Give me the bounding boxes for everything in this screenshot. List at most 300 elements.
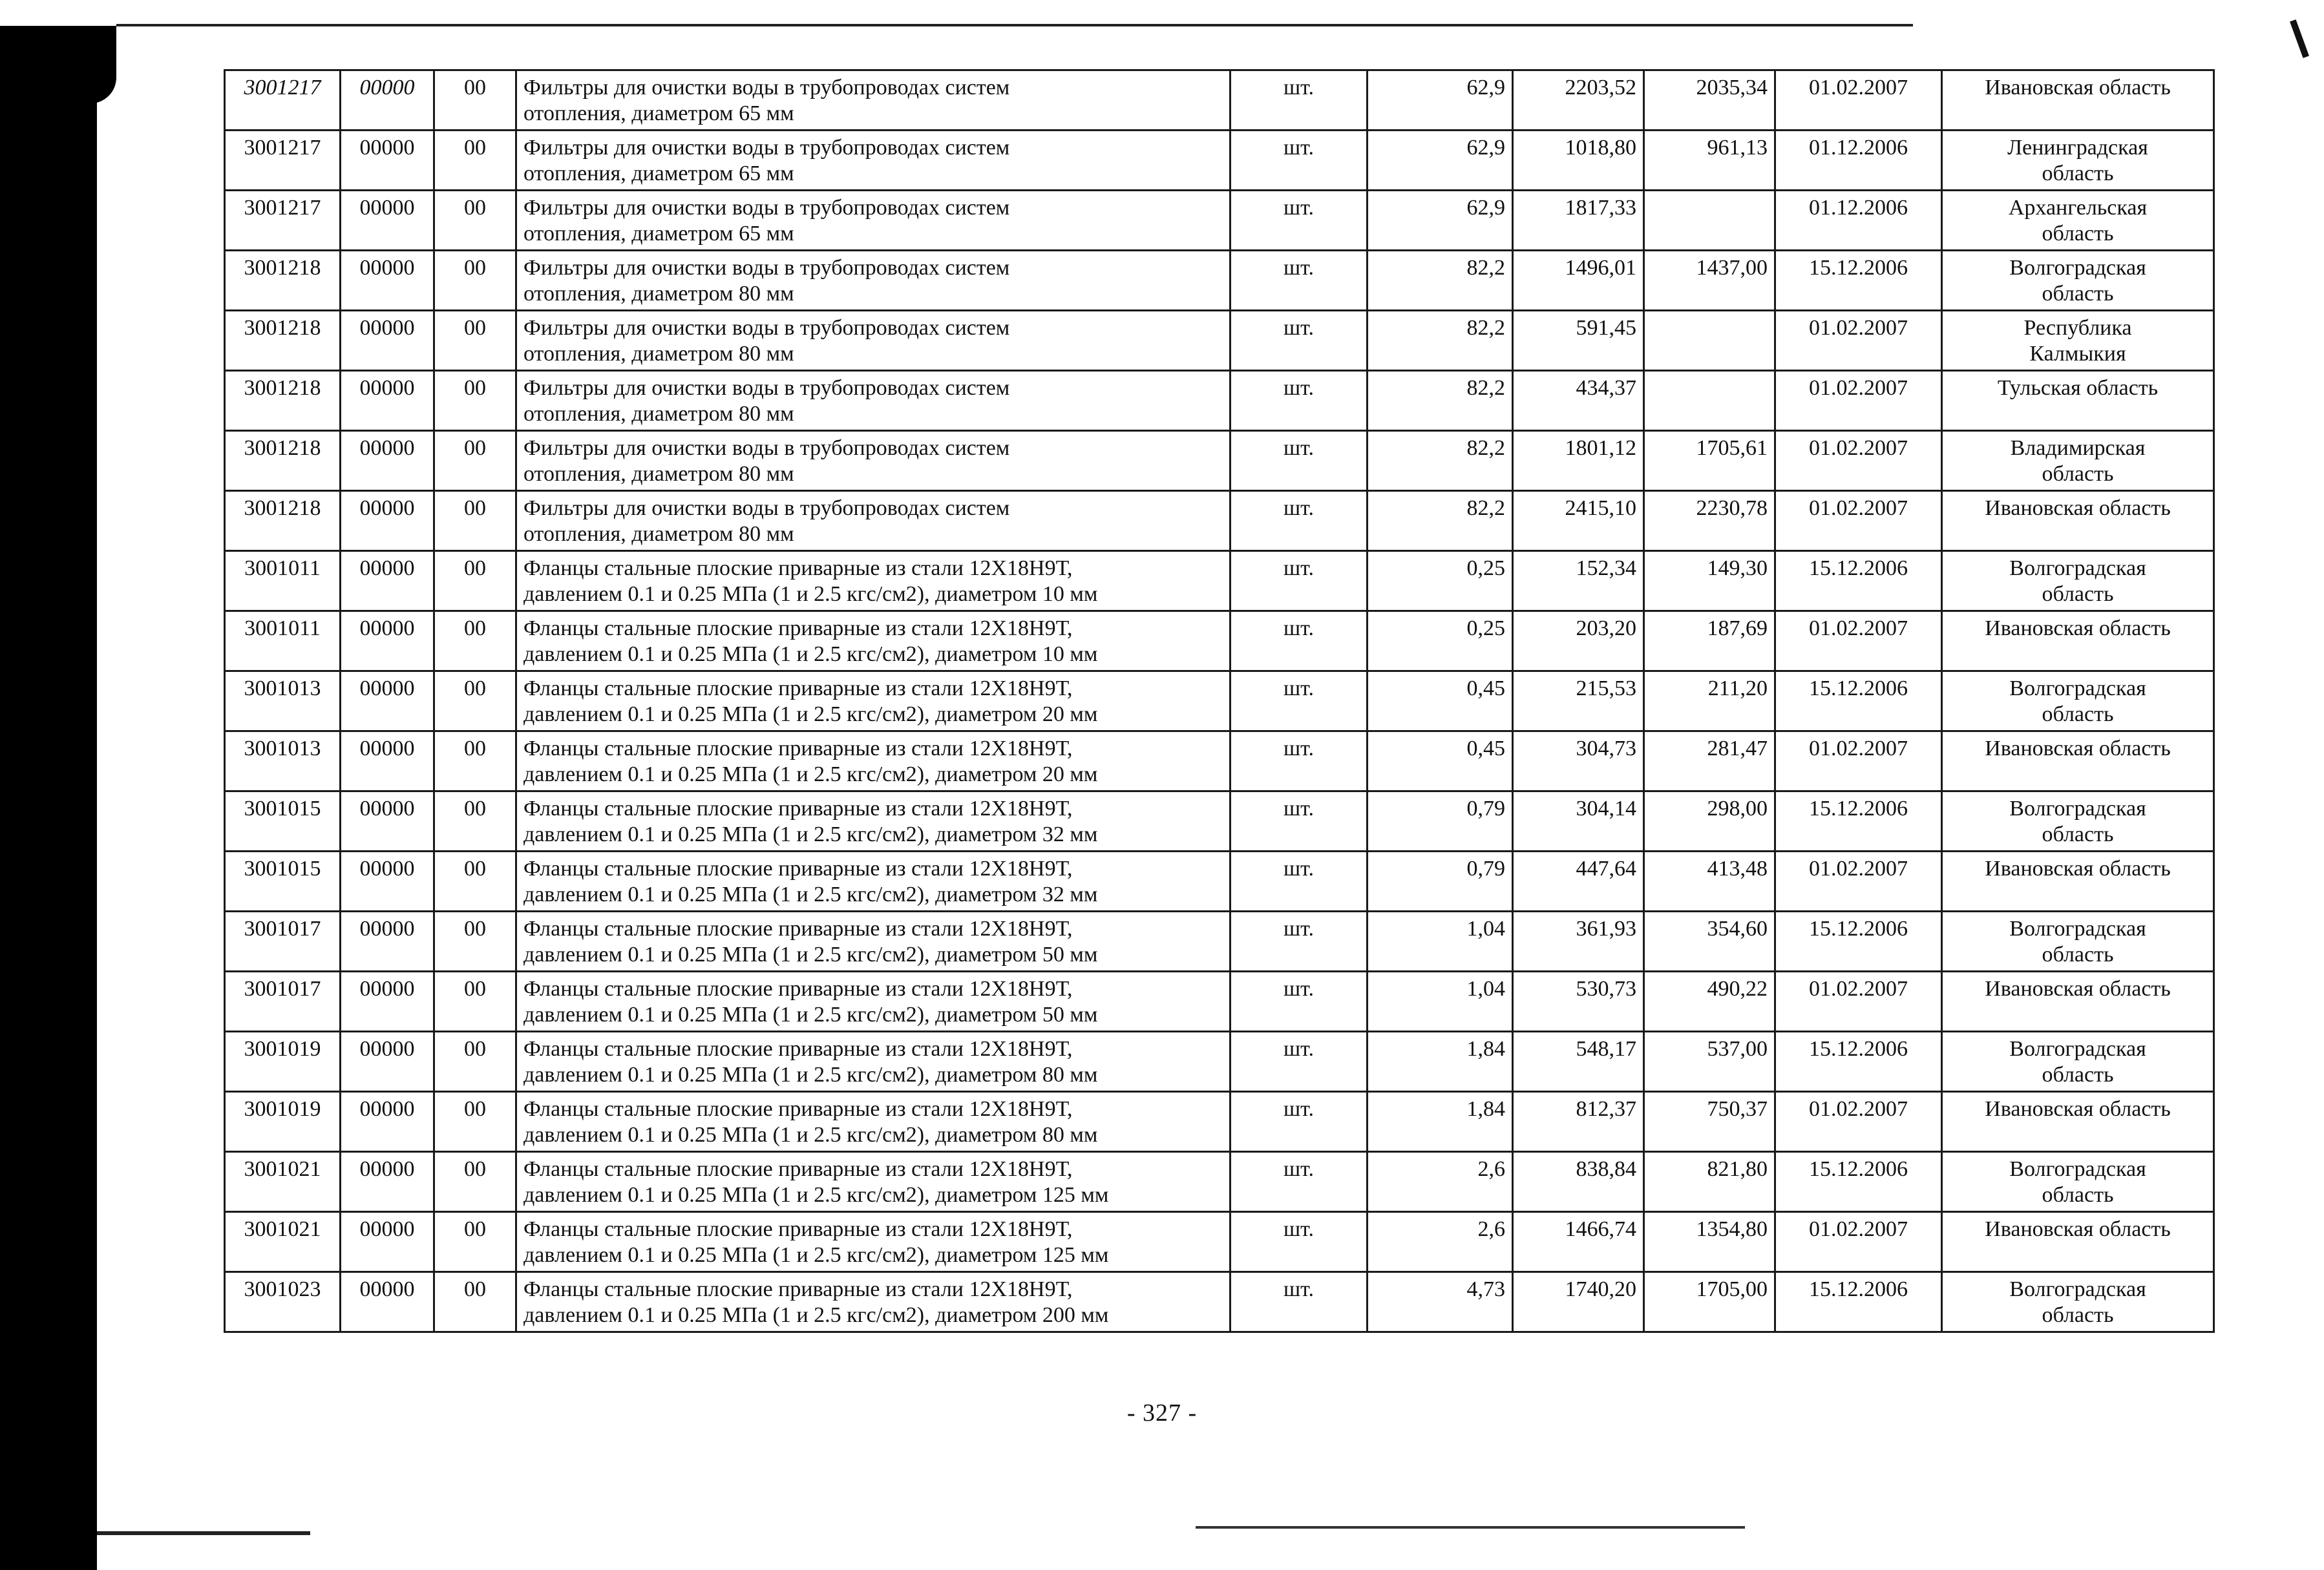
- cell-region: [1942, 912, 2214, 972]
- cell-text-z1: 00000: [359, 917, 415, 941]
- cell-text-name1: Фильтры для очистки воды в трубопроводах систем: [523, 136, 1010, 160]
- cell-weight: [1368, 70, 1513, 131]
- cell-text-price1: 2203,52: [1565, 76, 1636, 99]
- cell-text-weight: 82,2: [1466, 436, 1505, 460]
- cell-unit: [1231, 1272, 1368, 1332]
- cell-text-code: 3001013: [244, 737, 321, 760]
- cell-text-unit: шт.: [1283, 436, 1314, 460]
- cell-text-z1: 00000: [359, 737, 415, 760]
- cell-text-region1: Волгоградская: [2009, 676, 2146, 700]
- cell-text-name1: Фланцы стальные плоские приварные из стали 12Х18Н9Т,: [523, 797, 1073, 821]
- cell-text-weight: 82,2: [1466, 376, 1505, 400]
- cell-text-z2: 00: [464, 76, 486, 99]
- cell-code: [225, 912, 341, 972]
- cell-text-code: 3001015: [244, 797, 321, 821]
- cell-subcode: [341, 1212, 434, 1272]
- cell-subcode: [341, 671, 434, 731]
- cell-price-2: [1644, 671, 1775, 731]
- cell-text-weight: 82,2: [1466, 496, 1505, 520]
- cell-text-name1: Фильтры для очистки воды в трубопроводах систем: [523, 316, 1010, 340]
- cell-region: [1942, 491, 2214, 551]
- cell-text-z1: 00000: [359, 797, 415, 821]
- cell-text-name1: Фланцы стальные плоские приварные из стали 12Х18Н9Т,: [523, 676, 1073, 700]
- cell-price-2: [1644, 1272, 1775, 1332]
- cell-text-region2: область: [2042, 822, 2114, 846]
- cell-text-date: 01.02.2007: [1809, 857, 1908, 881]
- cell-text-unit: шт.: [1283, 76, 1314, 99]
- cell-text-price2: 2035,34: [1696, 76, 1768, 99]
- cell-date: [1775, 912, 1942, 972]
- cell-text-name2: отопления, диаметром 65 мм: [523, 101, 794, 125]
- cell-weight: [1368, 131, 1513, 191]
- cell-text-date: 01.02.2007: [1809, 1097, 1908, 1121]
- cell-text-z2: 00: [464, 1277, 486, 1301]
- cell-region: [1942, 671, 2214, 731]
- cell-text-weight: 62,9: [1466, 76, 1505, 99]
- cell-text-region2: область: [2042, 162, 2114, 185]
- cell-unit: [1231, 371, 1368, 431]
- cell-weight: [1368, 852, 1513, 912]
- cell-text-date: 01.02.2007: [1809, 1217, 1908, 1241]
- cell-name: [516, 191, 1231, 251]
- cell-text-name2: отопления, диаметром 80 мм: [523, 522, 794, 546]
- cell-text-region1: Волгоградская: [2009, 556, 2146, 580]
- cell-region: [1942, 551, 2214, 611]
- cell-date: [1775, 791, 1942, 852]
- cell-text-price2: 1437,00: [1696, 256, 1768, 280]
- cell-date: [1775, 1152, 1942, 1212]
- cell-text-region1: Архангельская: [2008, 196, 2148, 220]
- cell-text-code: 3001021: [244, 1217, 321, 1241]
- cell-date: [1775, 1092, 1942, 1152]
- cell-text-code: 3001217: [244, 196, 321, 220]
- cell-text-z2: 00: [464, 196, 486, 220]
- cell-text-price2: 1354,80: [1696, 1217, 1768, 1241]
- cell-text-weight: 82,2: [1466, 316, 1505, 340]
- cell-text-name2: давлением 0.1 и 0.25 МПа (1 и 2.5 кгс/см2), диаметром 200 мм: [523, 1303, 1109, 1327]
- cell-price-1: [1513, 912, 1644, 972]
- cell-text-price1: 203,20: [1576, 616, 1636, 640]
- cell-region: [1942, 1152, 2214, 1212]
- table-row: [225, 131, 2214, 191]
- cell-text-price1: 152,34: [1576, 556, 1636, 580]
- cell-price-2: [1644, 431, 1775, 491]
- cell-price-2: [1644, 731, 1775, 791]
- cell-text-z2: 00: [464, 256, 486, 280]
- cell-price-2: [1644, 371, 1775, 431]
- table-row: [225, 972, 2214, 1032]
- cell-date: [1775, 431, 1942, 491]
- cell-text-price2: 537,00: [1707, 1037, 1768, 1061]
- cell-weight: [1368, 551, 1513, 611]
- cell-text-price1: 304,73: [1576, 737, 1636, 760]
- cell-text-price2: 149,30: [1707, 556, 1768, 580]
- cell-text-code: 3001017: [244, 917, 321, 941]
- cell-weight: [1368, 1092, 1513, 1152]
- cell-suffix: [434, 1092, 516, 1152]
- table-row: [225, 251, 2214, 311]
- cell-text-z1: 00000: [359, 376, 415, 400]
- cell-price-1: [1513, 491, 1644, 551]
- cell-subcode: [341, 1152, 434, 1212]
- scan-shadow-left: [0, 26, 97, 1570]
- cell-price-2: [1644, 70, 1775, 131]
- cell-text-date: 15.12.2006: [1809, 676, 1908, 700]
- cell-text-weight: 2,6: [1477, 1157, 1505, 1181]
- cell-text-region1: Ивановская область: [1985, 1097, 2171, 1121]
- cell-weight: [1368, 311, 1513, 371]
- cell-text-price2: 211,20: [1707, 676, 1768, 700]
- cell-text-code: 3001011: [244, 556, 321, 580]
- cell-text-region2: область: [2042, 1303, 2114, 1327]
- cell-text-name1: Фланцы стальные плоские приварные из стали 12Х18Н9Т,: [523, 737, 1073, 760]
- cell-date: [1775, 191, 1942, 251]
- cell-price-1: [1513, 191, 1644, 251]
- cell-suffix: [434, 70, 516, 131]
- cell-text-price2: 821,80: [1707, 1157, 1768, 1181]
- cell-text-name1: Фланцы стальные плоские приварные из стали 12Х18Н9Т,: [523, 616, 1073, 640]
- cell-text-unit: шт.: [1283, 196, 1314, 220]
- cell-text-z1: 00000: [359, 556, 415, 580]
- cell-name: [516, 1092, 1231, 1152]
- cell-text-z1: 00000: [359, 1097, 415, 1121]
- cell-text-z2: 00: [464, 376, 486, 400]
- cell-region: [1942, 1032, 2214, 1092]
- cell-subcode: [341, 852, 434, 912]
- cell-date: [1775, 551, 1942, 611]
- cell-price-1: [1513, 251, 1644, 311]
- cell-text-weight: 62,9: [1466, 136, 1505, 160]
- cell-subcode: [341, 371, 434, 431]
- cell-text-weight: 0,45: [1466, 676, 1505, 700]
- cell-price-2: [1644, 912, 1775, 972]
- price-table-container: [224, 69, 2213, 1333]
- cell-text-weight: 2,6: [1477, 1217, 1505, 1241]
- cell-text-weight: 0,25: [1466, 556, 1505, 580]
- cell-name: [516, 1212, 1231, 1272]
- cell-subcode: [341, 1272, 434, 1332]
- cell-text-price2: 1705,00: [1696, 1277, 1768, 1301]
- cell-name: [516, 551, 1231, 611]
- cell-unit: [1231, 1152, 1368, 1212]
- cell-text-z2: 00: [464, 1097, 486, 1121]
- cell-text-unit: шт.: [1283, 316, 1314, 340]
- cell-text-z1: 00000: [359, 256, 415, 280]
- cell-text-region2: область: [2042, 222, 2114, 246]
- cell-region: [1942, 251, 2214, 311]
- cell-code: [225, 671, 341, 731]
- cell-code: [225, 1212, 341, 1272]
- cell-region: [1942, 431, 2214, 491]
- cell-text-price1: 434,37: [1576, 376, 1636, 400]
- cell-text-region1: Ивановская область: [1985, 616, 2171, 640]
- cell-text-unit: шт.: [1283, 1277, 1314, 1301]
- cell-text-unit: шт.: [1283, 1037, 1314, 1061]
- cell-text-code: 3001023: [244, 1277, 321, 1301]
- cell-price-2: [1644, 491, 1775, 551]
- cell-text-region2: область: [2042, 702, 2114, 726]
- cell-name: [516, 791, 1231, 852]
- cell-name: [516, 671, 1231, 731]
- cell-text-price1: 1496,01: [1565, 256, 1636, 280]
- cell-subcode: [341, 551, 434, 611]
- cell-text-price1: 2415,10: [1565, 496, 1636, 520]
- cell-text-name1: Фланцы стальные плоские приварные из стали 12Х18Н9Т,: [523, 917, 1073, 941]
- cell-text-price2: 413,48: [1707, 857, 1768, 881]
- cell-name: [516, 491, 1231, 551]
- cell-text-name1: Фильтры для очистки воды в трубопроводах систем: [523, 76, 1010, 99]
- cell-code: [225, 131, 341, 191]
- cell-weight: [1368, 371, 1513, 431]
- scan-mark: [2290, 19, 2309, 58]
- cell-subcode: [341, 1032, 434, 1092]
- cell-text-price1: 530,73: [1576, 977, 1636, 1001]
- cell-text-price2: 281,47: [1707, 737, 1768, 760]
- cell-text-unit: шт.: [1283, 797, 1314, 821]
- cell-subcode: [341, 70, 434, 131]
- cell-text-name2: отопления, диаметром 80 мм: [523, 402, 794, 426]
- cell-text-price1: 591,45: [1576, 316, 1636, 340]
- cell-text-weight: 4,73: [1466, 1277, 1505, 1301]
- cell-suffix: [434, 371, 516, 431]
- cell-date: [1775, 371, 1942, 431]
- cell-text-price1: 1817,33: [1565, 196, 1636, 220]
- cell-text-weight: 0,79: [1466, 857, 1505, 881]
- cell-region: [1942, 791, 2214, 852]
- cell-text-code: 3001218: [244, 496, 321, 520]
- cell-region: [1942, 1212, 2214, 1272]
- cell-text-price2: 490,22: [1707, 977, 1768, 1001]
- cell-text-name2: давлением 0.1 и 0.25 МПа (1 и 2.5 кгс/см2), диаметром 80 мм: [523, 1063, 1098, 1087]
- cell-name: [516, 1272, 1231, 1332]
- cell-weight: [1368, 491, 1513, 551]
- cell-text-region1: Волгоградская: [2009, 797, 2146, 821]
- cell-text-z1: 00000: [359, 616, 415, 640]
- cell-price-2: [1644, 1032, 1775, 1092]
- table-row: [225, 791, 2214, 852]
- cell-text-name1: Фильтры для очистки воды в трубопроводах систем: [523, 496, 1010, 520]
- cell-region: [1942, 311, 2214, 371]
- cell-text-unit: шт.: [1283, 977, 1314, 1001]
- cell-unit: [1231, 251, 1368, 311]
- cell-text-weight: 82,2: [1466, 256, 1505, 280]
- cell-suffix: [434, 1032, 516, 1092]
- table-row: [225, 731, 2214, 791]
- cell-text-z1: 00000: [359, 1277, 415, 1301]
- cell-text-price2: 354,60: [1707, 917, 1768, 941]
- cell-code: [225, 1092, 341, 1152]
- cell-subcode: [341, 791, 434, 852]
- cell-unit: [1231, 551, 1368, 611]
- cell-text-price1: 1466,74: [1565, 1217, 1636, 1241]
- cell-text-weight: 1,84: [1466, 1037, 1505, 1061]
- cell-price-1: [1513, 1092, 1644, 1152]
- cell-text-region1: Волгоградская: [2009, 1157, 2146, 1181]
- cell-text-price2: 750,37: [1707, 1097, 1768, 1121]
- cell-weight: [1368, 972, 1513, 1032]
- cell-code: [225, 852, 341, 912]
- cell-text-z2: 00: [464, 1157, 486, 1181]
- table-row: [225, 1152, 2214, 1212]
- cell-text-unit: шт.: [1283, 1217, 1314, 1241]
- cell-text-name1: Фланцы стальные плоские приварные из стали 12Х18Н9Т,: [523, 1217, 1073, 1241]
- cell-name: [516, 852, 1231, 912]
- cell-price-2: [1644, 311, 1775, 371]
- cell-date: [1775, 311, 1942, 371]
- cell-weight: [1368, 791, 1513, 852]
- cell-text-unit: шт.: [1283, 556, 1314, 580]
- table-row: [225, 191, 2214, 251]
- cell-text-region2: Калмыкия: [2029, 342, 2126, 366]
- cell-text-price2: 1705,61: [1696, 436, 1768, 460]
- cell-date: [1775, 1272, 1942, 1332]
- cell-code: [225, 611, 341, 671]
- cell-text-region1: Ивановская область: [1985, 496, 2171, 520]
- cell-text-code: 3001218: [244, 256, 321, 280]
- cell-text-date: 01.02.2007: [1809, 496, 1908, 520]
- cell-text-region1: Владимирская: [2010, 436, 2146, 460]
- cell-text-z2: 00: [464, 737, 486, 760]
- cell-subcode: [341, 731, 434, 791]
- cell-text-price1: 447,64: [1576, 857, 1636, 881]
- cell-region: [1942, 1272, 2214, 1332]
- cell-text-name1: Фильтры для очистки воды в трубопроводах систем: [523, 196, 1010, 220]
- cell-suffix: [434, 311, 516, 371]
- cell-text-name2: давлением 0.1 и 0.25 МПа (1 и 2.5 кгс/см2), диаметром 125 мм: [523, 1243, 1109, 1267]
- cell-text-unit: шт.: [1283, 376, 1314, 400]
- cell-text-price1: 838,84: [1576, 1157, 1636, 1181]
- cell-price-1: [1513, 671, 1644, 731]
- cell-text-date: 01.02.2007: [1809, 737, 1908, 760]
- cell-text-z2: 00: [464, 1217, 486, 1241]
- cell-suffix: [434, 791, 516, 852]
- scan-shadow-corner: [90, 26, 116, 103]
- cell-price-2: [1644, 791, 1775, 852]
- cell-price-2: [1644, 551, 1775, 611]
- cell-text-unit: шт.: [1283, 136, 1314, 160]
- cell-price-1: [1513, 972, 1644, 1032]
- cell-price-1: [1513, 371, 1644, 431]
- cell-text-name2: давлением 0.1 и 0.25 МПа (1 и 2.5 кгс/см2), диаметром 32 мм: [523, 822, 1098, 846]
- cell-date: [1775, 70, 1942, 131]
- cell-name: [516, 1152, 1231, 1212]
- cell-suffix: [434, 611, 516, 671]
- cell-text-price1: 1018,80: [1565, 136, 1636, 160]
- table-row: [225, 371, 2214, 431]
- cell-text-code: 3001019: [244, 1037, 321, 1061]
- cell-text-date: 15.12.2006: [1809, 256, 1908, 280]
- cell-suffix: [434, 731, 516, 791]
- cell-text-name1: Фильтры для очистки воды в трубопроводах систем: [523, 436, 1010, 460]
- cell-price-1: [1513, 791, 1644, 852]
- cell-subcode: [341, 912, 434, 972]
- table-row: [225, 1212, 2214, 1272]
- cell-unit: [1231, 912, 1368, 972]
- cell-date: [1775, 1032, 1942, 1092]
- cell-price-2: [1644, 852, 1775, 912]
- cell-price-2: [1644, 611, 1775, 671]
- cell-text-z1: 00000: [359, 76, 415, 99]
- cell-text-price2: 961,13: [1707, 136, 1768, 160]
- cell-text-price2: 298,00: [1707, 797, 1768, 821]
- cell-text-z1: 00000: [359, 496, 415, 520]
- cell-unit: [1231, 972, 1368, 1032]
- cell-subcode: [341, 131, 434, 191]
- cell-text-unit: шт.: [1283, 496, 1314, 520]
- cell-text-name2: давлением 0.1 и 0.25 МПа (1 и 2.5 кгс/см2), диаметром 50 мм: [523, 943, 1098, 967]
- cell-text-price2: 2230,78: [1696, 496, 1768, 520]
- cell-text-name2: отопления, диаметром 80 мм: [523, 462, 794, 486]
- cell-text-name2: давлением 0.1 и 0.25 МПа (1 и 2.5 кгс/см2), диаметром 50 мм: [523, 1003, 1098, 1027]
- cell-code: [225, 431, 341, 491]
- cell-text-region1: Ивановская область: [1985, 977, 2171, 1001]
- cell-text-code: 3001218: [244, 316, 321, 340]
- cell-region: [1942, 611, 2214, 671]
- cell-text-weight: 1,84: [1466, 1097, 1505, 1121]
- cell-code: [225, 1152, 341, 1212]
- table-row: [225, 491, 2214, 551]
- cell-text-z2: 00: [464, 556, 486, 580]
- cell-region: [1942, 70, 2214, 131]
- cell-text-region1: Ивановская область: [1985, 1217, 2171, 1241]
- cell-text-date: 15.12.2006: [1809, 1277, 1908, 1301]
- table-row: [225, 551, 2214, 611]
- cell-unit: [1231, 191, 1368, 251]
- cell-price-1: [1513, 431, 1644, 491]
- cell-text-price2: 187,69: [1707, 616, 1768, 640]
- cell-name: [516, 70, 1231, 131]
- scan-edge-top: [116, 24, 1913, 26]
- cell-text-z1: 00000: [359, 436, 415, 460]
- table-row: [225, 70, 2214, 131]
- cell-text-name1: Фильтры для очистки воды в трубопроводах систем: [523, 256, 1010, 280]
- cell-text-z2: 00: [464, 797, 486, 821]
- cell-price-1: [1513, 852, 1644, 912]
- cell-weight: [1368, 1152, 1513, 1212]
- table-row: [225, 431, 2214, 491]
- cell-weight: [1368, 191, 1513, 251]
- cell-text-z1: 00000: [359, 1157, 415, 1181]
- cell-name: [516, 251, 1231, 311]
- cell-text-price1: 812,37: [1576, 1097, 1636, 1121]
- cell-suffix: [434, 491, 516, 551]
- cell-subcode: [341, 491, 434, 551]
- cell-suffix: [434, 1272, 516, 1332]
- scan-edge-bottom: [1196, 1526, 1745, 1529]
- cell-price-1: [1513, 1212, 1644, 1272]
- cell-price-1: [1513, 1032, 1644, 1092]
- cell-text-code: 3001013: [244, 676, 321, 700]
- cell-text-z2: 00: [464, 496, 486, 520]
- table-row: [225, 852, 2214, 912]
- cell-text-region1: Ленинградская: [2007, 136, 2148, 160]
- cell-date: [1775, 491, 1942, 551]
- cell-weight: [1368, 1212, 1513, 1272]
- cell-date: [1775, 1212, 1942, 1272]
- cell-text-z1: 00000: [359, 857, 415, 881]
- cell-text-date: 01.02.2007: [1809, 316, 1908, 340]
- cell-text-z1: 00000: [359, 676, 415, 700]
- cell-unit: [1231, 70, 1368, 131]
- cell-price-2: [1644, 251, 1775, 311]
- cell-text-region1: Волгоградская: [2009, 256, 2146, 280]
- cell-text-z1: 00000: [359, 196, 415, 220]
- cell-price-1: [1513, 1272, 1644, 1332]
- cell-text-region2: область: [2042, 582, 2114, 606]
- table-row: [225, 1272, 2214, 1332]
- cell-text-date: 01.02.2007: [1809, 616, 1908, 640]
- cell-text-z2: 00: [464, 857, 486, 881]
